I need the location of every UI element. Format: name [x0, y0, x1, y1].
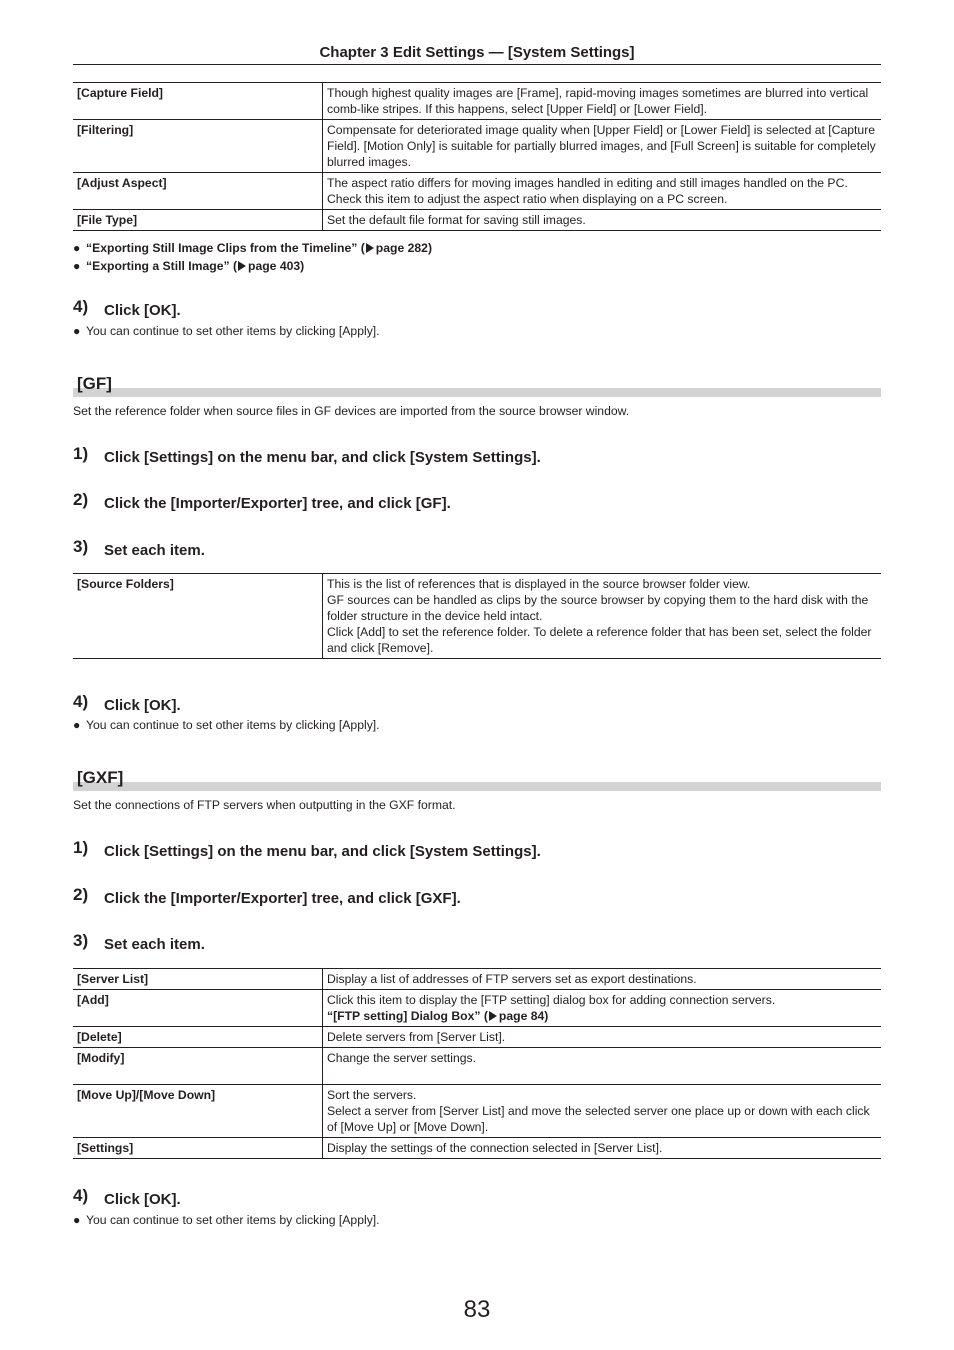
step-number: 1)	[73, 444, 89, 463]
reference-title: “Exporting a Still Image” (	[86, 259, 238, 273]
chapter-header: Chapter 3 Edit Settings — [System Settings]	[319, 44, 635, 61]
reference-page: page 84)	[498, 1009, 549, 1023]
step-number: 2)	[73, 490, 89, 509]
reference-page: page 403)	[248, 259, 305, 273]
table-row	[73, 83, 881, 120]
table-row	[73, 990, 881, 1027]
step-text: Click [Settings] on the menu bar, and click [System Settings].	[104, 449, 541, 466]
table-row	[73, 120, 881, 173]
step-number: 4)	[73, 297, 89, 316]
setting-name: [Delete]	[73, 1027, 323, 1048]
setting-description: Delete servers from [Server List].	[323, 1027, 882, 1048]
step-4	[73, 297, 181, 320]
setting-name: [Server List]	[73, 969, 323, 990]
setting-description	[323, 1085, 882, 1138]
step-text: Click [OK].	[104, 302, 181, 319]
step-text: Click the [Importer/Exporter] tree, and click [GXF].	[104, 890, 461, 907]
step-1	[73, 444, 541, 467]
step-number: 1)	[73, 838, 89, 857]
setting-name: [File Type]	[73, 210, 323, 231]
setting-description	[323, 574, 882, 659]
gxf-settings-table	[73, 968, 881, 1159]
setting-name: [Modify]	[73, 1048, 323, 1085]
section-title-gf: [GF]	[77, 374, 112, 393]
setting-description: Display a list of addresses of FTP servers set as export destinations.	[323, 969, 882, 990]
setting-name: [Source Folders]	[73, 574, 323, 659]
setting-name: [Add]	[73, 990, 323, 1027]
description-line: GF sources can be handled as clips by the source browser by copying them to the hard disk with the folder structure in the device held intact.	[327, 593, 869, 623]
step-text: Set each item.	[104, 542, 205, 559]
reference-link[interactable]	[73, 240, 432, 256]
setting-name: [Filtering]	[73, 120, 323, 173]
reference-link[interactable]	[73, 258, 304, 274]
step-1	[73, 838, 541, 861]
step-text: Click [OK].	[104, 697, 181, 714]
step-number: 3)	[73, 931, 89, 950]
step-number: 4)	[73, 692, 89, 711]
reference-page: page 282)	[375, 241, 433, 255]
section-bar	[73, 388, 881, 397]
step-4	[73, 1186, 181, 1209]
section-description: Set the reference folder when source files in GF devices are imported from the source browser window.	[73, 404, 630, 418]
reference-title: “Exporting Still Image Clips from the Timeline” (	[86, 241, 365, 255]
step-text: Set each item.	[104, 936, 205, 953]
bullet-icon: ●	[73, 1213, 81, 1227]
section-description: Set the connections of FTP servers when outputting in the GXF format.	[73, 798, 456, 812]
bullet-icon: ●	[73, 324, 81, 338]
step-note	[73, 323, 380, 339]
note-text: You can continue to set other items by clicking [Apply].	[86, 1213, 380, 1227]
table-row	[73, 969, 881, 990]
table-row	[73, 1138, 881, 1159]
setting-description: Change the server settings.	[323, 1048, 882, 1085]
table-row	[73, 1048, 881, 1085]
setting-description: Compensate for deteriorated image quality when [Upper Field] or [Lower Field] is selected at [Capture Field]. [Motion Only] is suitable for partially blurred images, and [Full Screen] is suitable for completely blurred images.	[323, 120, 882, 173]
table-row	[73, 1027, 881, 1048]
step-text: Click [OK].	[104, 1191, 181, 1208]
step-text: Click [Settings] on the menu bar, and click [System Settings].	[104, 843, 541, 860]
note-text: You can continue to set other items by clicking [Apply].	[86, 718, 380, 732]
table-row	[73, 173, 881, 210]
reference-link[interactable]	[327, 1008, 877, 1024]
setting-name: [Capture Field]	[73, 83, 323, 120]
step-note	[73, 717, 380, 733]
step-3	[73, 931, 205, 954]
page-arrow-icon	[489, 1011, 497, 1021]
note-text: You can continue to set other items by clicking [Apply].	[86, 324, 380, 338]
step-text: Click the [Importer/Exporter] tree, and click [GF].	[104, 495, 451, 512]
section-title-gxf: [GXF]	[77, 768, 124, 787]
bullet-icon: ●	[73, 718, 81, 732]
step-2	[73, 490, 451, 513]
page-number: 83	[463, 1296, 491, 1323]
step-number: 4)	[73, 1186, 89, 1205]
setting-description: Set the default file format for saving still images.	[323, 210, 882, 231]
setting-description: Display the settings of the connection selected in [Server List].	[323, 1138, 882, 1159]
description-line: Click this item to display the [FTP setting] dialog box for adding connection servers.	[327, 993, 776, 1007]
step-3	[73, 537, 205, 560]
setting-name: [Settings]	[73, 1138, 323, 1159]
gf-settings-table	[73, 573, 881, 659]
reference-title: “[FTP setting] Dialog Box” (	[327, 1009, 488, 1023]
setting-name: [Move Up]/[Move Down]	[73, 1085, 323, 1138]
description-line: Select a server from [Server List] and move the selected server one place up or down with each click of [Move Up] or [Move Down].	[327, 1104, 870, 1134]
bullet-icon: ●	[73, 241, 81, 255]
setting-description: Though highest quality images are [Frame], rapid-moving images sometimes are blurred into vertical comb-like stripes. If this happens, select [Upper Field] or [Lower Field].	[323, 83, 882, 120]
capture-settings-table	[73, 82, 881, 231]
setting-name: [Adjust Aspect]	[73, 173, 323, 210]
page-arrow-icon	[366, 243, 374, 253]
description-line: Sort the servers.	[327, 1088, 417, 1102]
description-line: This is the list of references that is displayed in the source browser folder view.	[327, 577, 751, 591]
description-line: Click [Add] to set the reference folder. To delete a reference folder that has been set, select the folder and click [Remove].	[327, 625, 872, 655]
bullet-icon: ●	[73, 259, 81, 273]
section-bar	[73, 782, 881, 791]
table-row	[73, 1085, 881, 1138]
step-number: 2)	[73, 885, 89, 904]
step-number: 3)	[73, 537, 89, 556]
table-row	[73, 574, 881, 659]
page-arrow-icon	[238, 261, 246, 271]
step-4	[73, 692, 181, 715]
setting-description: The aspect ratio differs for moving images handled in editing and still images handled on the PC. Check this item to adjust the aspect ratio when displaying on a PC screen.	[323, 173, 882, 210]
step-note	[73, 1212, 380, 1228]
header-rule	[73, 64, 881, 65]
step-2	[73, 885, 461, 908]
table-row	[73, 210, 881, 231]
setting-description	[323, 990, 882, 1027]
